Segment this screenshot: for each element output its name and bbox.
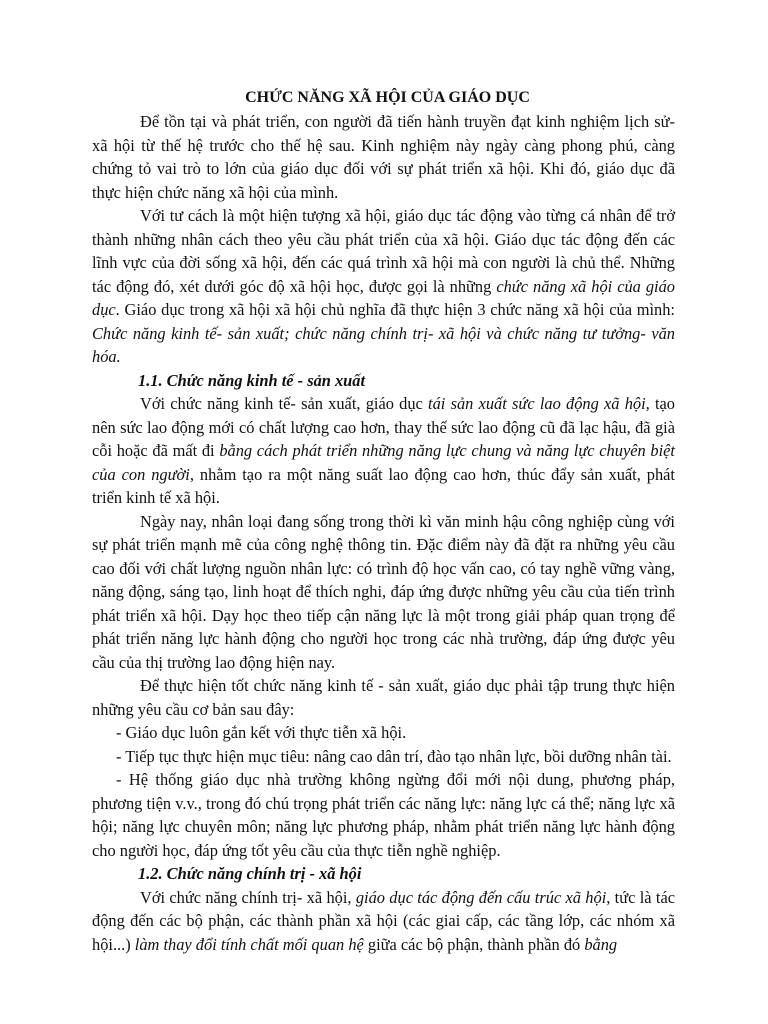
- text-run: Với chức năng kinh tế- sản xuất, giáo dục: [140, 394, 429, 413]
- paragraph-requirements-intro: Để thực hiện tốt chức năng kinh tế - sản xuất, giáo dục phải tập trung thực hiện những yêu cầu cơ bản sau đây:: [92, 676, 675, 719]
- emphasis-text: giáo dục tác động đến cấu trúc xã hội: [355, 887, 607, 907]
- emphasis-text: bằng cách phát triển những năng lực chung và năng lực chuyên biệt của con người: [92, 441, 675, 484]
- text-run: . Giáo dục trong xã hội xã hội chủ nghĩa đã thực hiện 3 chức năng xã hội của mình:: [115, 300, 675, 319]
- list-item: - Tiếp tục thực hiện mục tiêu: nâng cao dân trí, đào tạo nhân lực, bồi dưỡng nhân tài.: [116, 746, 672, 766]
- text-run: giữa các bộ phận, thành phần đó: [363, 934, 585, 954]
- text-run: tạo nên sức lao động mới có chất lượng cao hơn, thay thế sức lao động cũ đã lạc hậu, đã già cỗi hoặc đã mất đi: [92, 394, 675, 460]
- emphasis-text: chức năng xã hội của giáo dục: [92, 276, 675, 319]
- text-run: Với tư cách là một hiện tượng xã hội, giáo dục tác động vào từng cá nhân để trở thành những nhân cách theo yêu cầu phát triển của xã hội. Giáo dục tác động đến các lĩnh vực của đời sống xã hội, đến các quá trình xã hội mà con người là chủ thể. Những tác động đó, xét dưới góc độ xã hội học, được gọi là những: [92, 206, 675, 296]
- section-heading-political: 1.2. Chức năng chính trị - xã hội: [138, 864, 362, 883]
- paragraph-economic-function: [92, 392, 675, 510]
- text-run: , tức là tác động đến các bộ phận, các thành phần xã hội (các giai cấp, các tầng lớp, các nhóm xã hội...): [92, 887, 675, 954]
- paragraph-post-industrial: Ngày nay, nhân loại đang sống trong thời kì văn minh hậu công nghiệp cùng với sự phát triển mạnh mẽ của công nghệ thông tin. Đặc điểm này đã đặt ra những yêu cầu cao đối với chất lượng nguồn nhân lực: có trình độ học vấn cao, có tay nghề vững vàng, năng động, sáng tạo, linh hoạt để thích nghi, đáp ứng được những yêu cầu của tiến trình phát triển xã hội. Dạy học theo tiếp cận năng lực là một trong giải pháp quan trọng để phát triển năng lực hành động cho người học trong các nhà trường, đáp ứng được yêu cầu của thị trường lao động hiện nay.: [92, 511, 675, 672]
- page-title: CHỨC NĂNG XÃ HỘI CỦA GIÁO DỤC: [245, 89, 530, 106]
- emphasis-text: Chức năng kinh tế- sản xuất; chức năng chính trị- xã hội và chức năng tư tưởng- văn hóa.: [92, 323, 675, 366]
- text-run: Với chức năng chính trị- xã hội,: [140, 887, 356, 907]
- emphasis-text: bằng: [584, 934, 618, 954]
- text-run: , nhằm tạo ra một năng suất lao động cao hơn, thúc đẩy sản xuất, phát triển kinh tế xã hội.: [92, 464, 675, 507]
- list-item: - Hệ thống giáo dục nhà trường không ngừng đổi mới nội dung, phương pháp, phương tiện v.v., trong đó chú trọng phát triển các năng lực: năng lực cá thể; năng lực xã hội; năng lực chuyên môn; năng lực phương pháp, nhằm phát triển năng lực hành động cho người học, đáp ứng tốt yêu cầu của thực tiễn nghề nghiệp.: [92, 770, 675, 860]
- emphasis-text: tái sản xuất sức lao động xã hội,: [428, 394, 650, 413]
- list-item: - Giáo dục luôn gắn kết với thực tiễn xã hội.: [116, 723, 407, 742]
- paragraph-political-function: [92, 886, 675, 957]
- section-heading-economic: 1.1. Chức năng kinh tế - sản xuất: [138, 370, 366, 390]
- emphasis-text: làm thay đổi tính chất mối quan hệ: [134, 934, 364, 954]
- paragraph-social-role: [92, 204, 675, 369]
- paragraph-intro: Để tồn tại và phát triển, con người đã tiến hành truyền đạt kinh nghiệm lịch sử- xã hội từ thế hệ trước cho thế hệ sau. Kinh nghiệm này ngày càng phong phú, càng chứng tỏ vai trò to lớn của giáo dục đối với sự phát triển xã hội. Khi đó, giáo dục đã thực hiện chức năng xã hội của mình.: [92, 112, 675, 202]
